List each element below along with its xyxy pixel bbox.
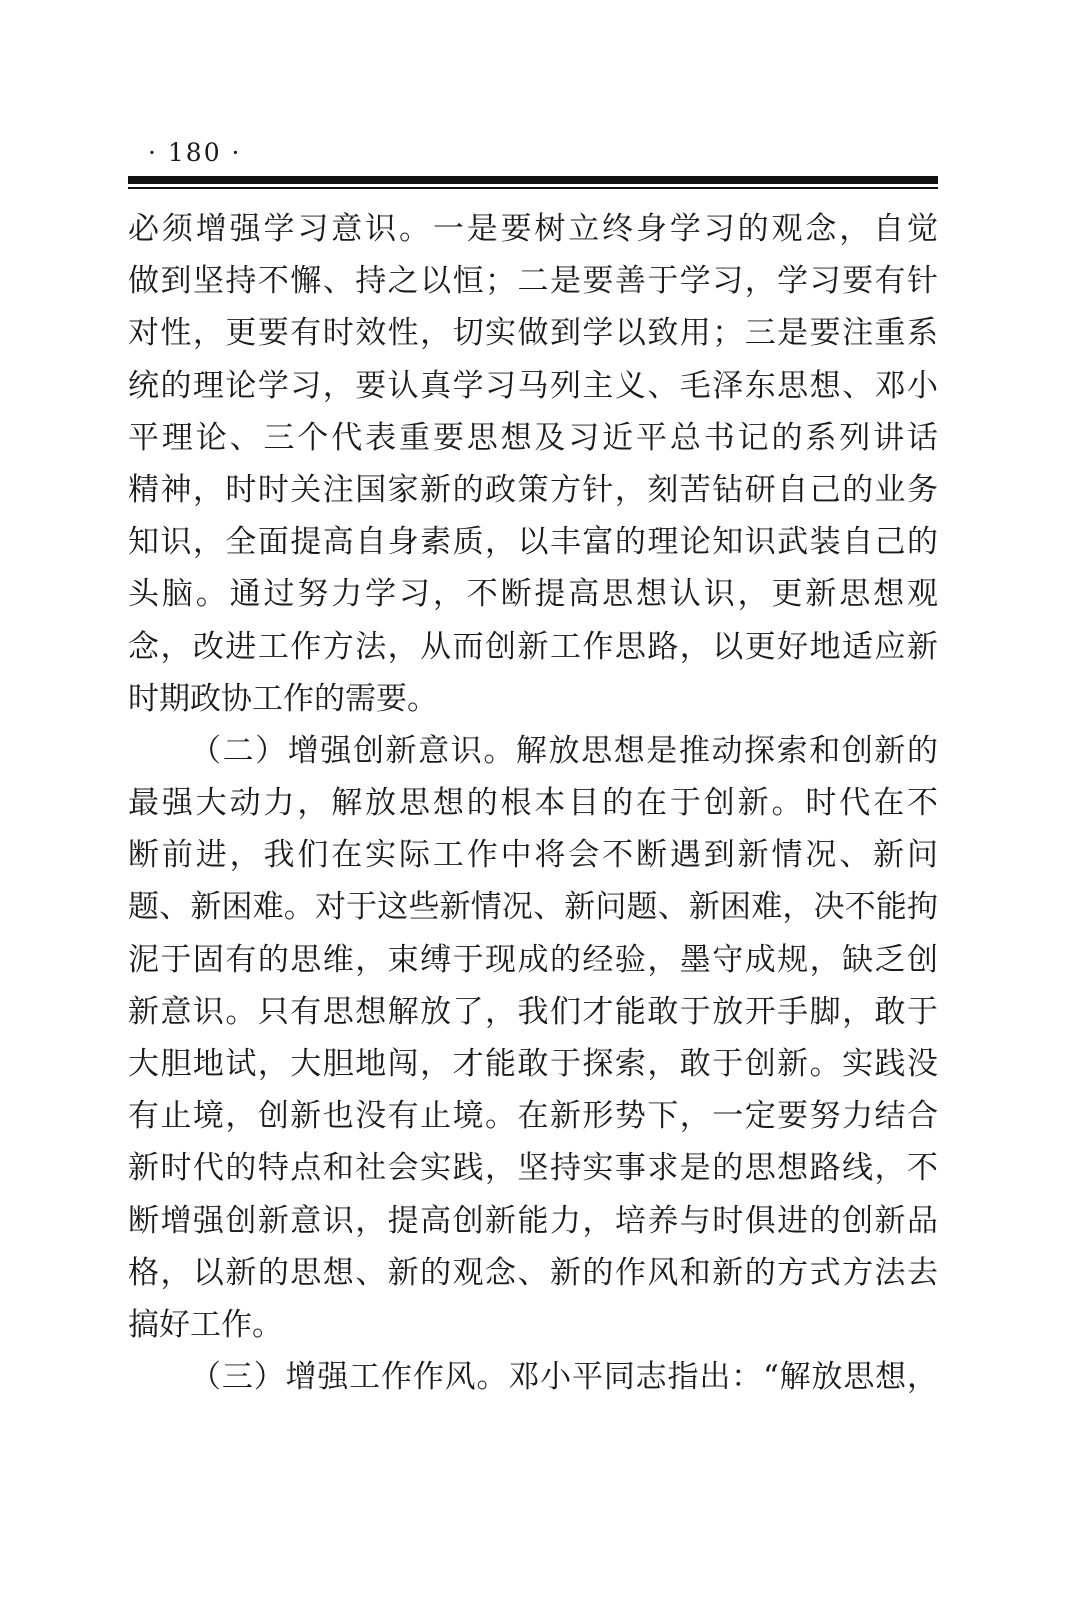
text-line: 大胆地试，大胆地闯，才能敢于探索，敢于创新。实践没 <box>128 1046 938 1082</box>
text-line: 统的理论学习，要认真学习马列主义、毛泽东思想、邓小 <box>128 367 938 404</box>
text-line-content: 邓小平同志指出：“解放思想， <box>508 1359 938 1396</box>
body-text <box>128 203 938 1403</box>
text-line: 时期政协工作的需要。 <box>128 680 438 717</box>
page-number: · 180 · <box>148 138 242 167</box>
text-line: 断前进，我们在实际工作中将会不断遇到新情况、新问 <box>128 837 938 874</box>
text-line: 头脑。通过努力学习，不断提高思想认识，更新思想观 <box>128 576 938 613</box>
text-line: 精神，时时关注国家新的政策方针，刻苦钻研自己的业务 <box>128 471 938 508</box>
text-line: 格，以新的思想、新的观念、新的作风和新的方式方法去 <box>128 1254 938 1291</box>
text-line: 新时代的特点和社会实践，坚持实事求是的思想路线，不 <box>128 1150 938 1187</box>
header-rule-thick <box>128 176 938 184</box>
text-line: 知识，全面提高自身素质，以丰富的理论知识武装自己的 <box>128 524 938 561</box>
text-line: 有止境，创新也没有止境。在新形势下，一定要努力结合 <box>128 1098 938 1135</box>
section-heading: （二）增强创新意识。 <box>190 732 516 769</box>
text-line <box>128 725 938 777</box>
text-line <box>128 1351 938 1403</box>
text-line: 泥于固有的思维，束缚于现成的经验，墨守成规，缺乏创 <box>128 941 938 978</box>
text-line: 平理论、三个代表重要思想及习近平总书记的系列讲话 <box>128 419 938 456</box>
text-line: 题、新困难。对于这些新情况、新问题、新困难，决不能拘 <box>128 889 938 926</box>
text-line: 新意识。只有思想解放了，我们才能敢于放开手脚，敢于 <box>128 993 938 1030</box>
text-line: 对性，更要有时效性，切实做到学以致用；三是要注重系 <box>128 315 938 352</box>
text-line-content: 解放思想是推动探索和创新的 <box>515 732 938 769</box>
text-line: 断增强创新意识，提高创新能力，培养与时俱进的创新品 <box>128 1202 938 1239</box>
header-rule-thin <box>128 187 938 189</box>
text-line: 搞好工作。 <box>128 1306 283 1343</box>
text-line: 最强大动力，解放思想的根本目的在于创新。时代在不 <box>128 785 938 822</box>
text-line: 必须增强学习意识。一是要树立终身学习的观念，自觉 <box>128 211 938 247</box>
section-heading: （三）增强工作作风。 <box>190 1359 509 1396</box>
text-line: 做到坚持不懈、持之以恒；二是要善于学习，学习要有针 <box>128 263 938 300</box>
text-line: 念，改进工作方法，从而创新工作思路，以更好地适应新 <box>128 628 938 665</box>
